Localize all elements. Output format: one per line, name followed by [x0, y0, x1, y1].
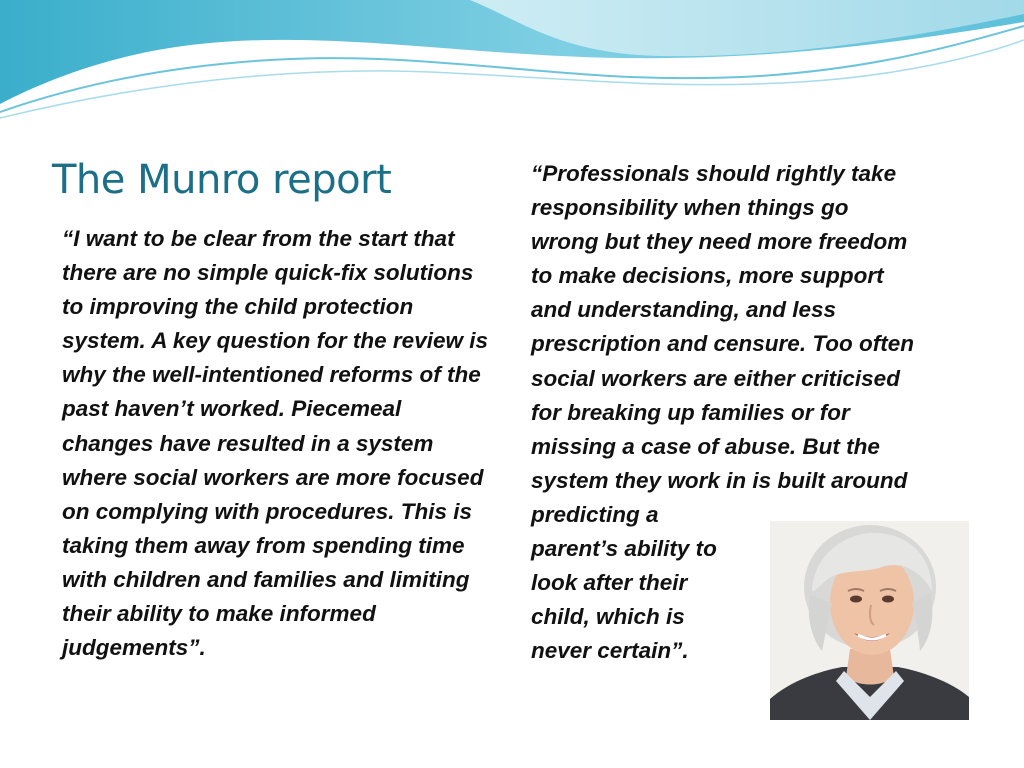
slide-title: The Munro report: [52, 157, 392, 203]
right-quote-line: social workers are either criticised: [531, 365, 900, 391]
right-quote-line: look after their: [531, 570, 688, 596]
right-quote-line: child, which is: [531, 604, 685, 630]
left-quote: “I want to be clear from the start that there are no simple quick-fix solutions to improving the child protection system. A key question for the review is why the well-intentioned reforms of the past haven’t worked. Piecemeal changes have resulted in a system where social workers are more focused on complying with procedures. This is taking them away from spending time with children and families and limiting their ability to make informed judgements”.: [62, 226, 488, 661]
right-quote-line: to make decisions, more support: [531, 263, 884, 289]
header-wave-decoration: [0, 0, 1024, 130]
right-quote-line: parent’s ability to: [531, 536, 717, 562]
right-quote-line: never certain”.: [531, 638, 689, 664]
right-quote-line: missing a case of abuse. But the: [531, 433, 880, 459]
portrait-photo: [770, 521, 969, 720]
right-quote-line: system they work in is built around: [531, 467, 908, 493]
right-quote-line: prescription and censure. Too often: [531, 331, 914, 357]
right-quote-line: responsibility when things go: [531, 195, 849, 221]
right-quote-line: for breaking up families or for: [531, 399, 850, 425]
right-quote-line: wrong but they need more freedom: [531, 229, 908, 255]
right-quote-line: predicting a: [531, 501, 659, 527]
portrait-illustration: [770, 521, 969, 720]
right-quote-line: “Professionals should rightly take: [531, 161, 897, 186]
right-quote-line: and understanding, and less: [531, 297, 837, 323]
